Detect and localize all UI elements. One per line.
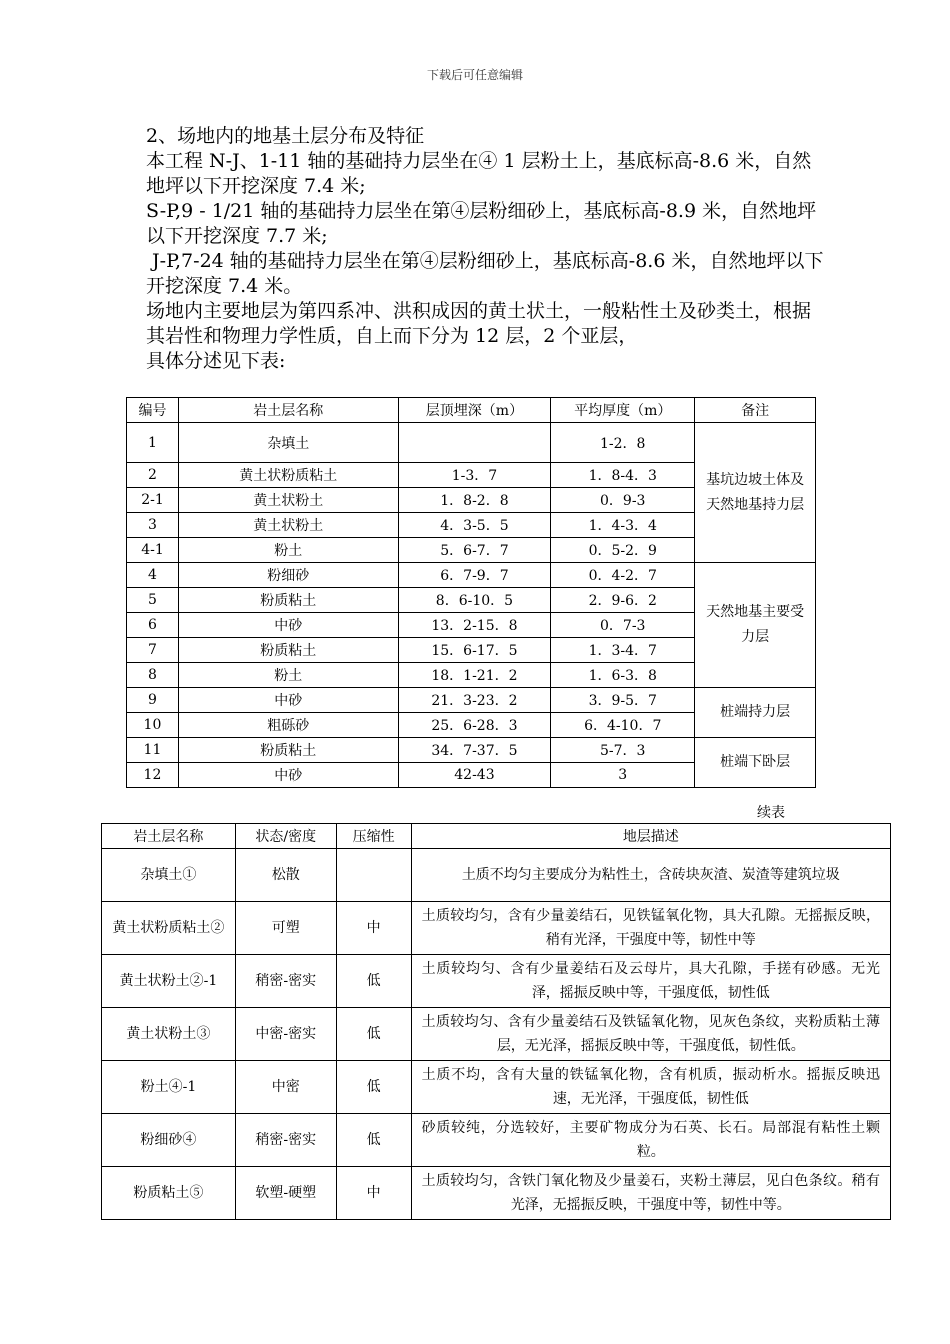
column-header: 岩土层名称 bbox=[178, 398, 398, 423]
column-header: 平均厚度（m） bbox=[551, 398, 695, 423]
cell-name: 黄土状粉质粘土 bbox=[178, 463, 398, 488]
cell-state: 可塑 bbox=[235, 902, 336, 955]
cell-thickness: 1．4-3．4 bbox=[551, 513, 695, 538]
cell-id: 2-1 bbox=[127, 488, 179, 513]
cell-thickness: 3 bbox=[551, 763, 695, 788]
cell-name: 中砂 bbox=[178, 763, 398, 788]
cell-depth: 25．6-28．3 bbox=[398, 713, 551, 738]
table-row bbox=[127, 563, 816, 588]
cell-description: 土质较均匀、含有少量姜结石及云母片，具大孔隙，手搓有砂感。无光泽，摇振反映中等，干强度低，韧性低 bbox=[411, 955, 890, 1008]
cell-compressibility: 中 bbox=[336, 902, 411, 955]
cell-depth: 8．6-10．5 bbox=[398, 588, 551, 613]
paragraph: 场地内主要地层为第四系冲、洪积成因的黄土状土，一般粘性土及砂类土，根据其岩性和物理力学性质，自上而下分为 12 层，2 个亚层， bbox=[146, 300, 812, 347]
paragraph: 本工程 N-J、1-11 轴的基础持力层坐在④ 1 层粉土上，基底标高-8.6 米，自然地坪以下开挖深度 7.4 米; bbox=[146, 150, 812, 197]
cell-thickness: 3．9-5．7 bbox=[551, 688, 695, 713]
body-text bbox=[146, 124, 826, 374]
section-heading: 2、场地内的地基土层分布及特征 bbox=[146, 125, 425, 147]
cell-thickness: 1-2．8 bbox=[551, 423, 695, 463]
cell-note: 桩端下卧层 bbox=[695, 738, 816, 788]
cell-compressibility bbox=[336, 849, 411, 902]
table-row bbox=[102, 1167, 891, 1220]
cell-id: 5 bbox=[127, 588, 179, 613]
cell-description: 土质较均匀，含有少量姜结石，见铁锰氧化物，具大孔隙。无摇振反映，稍有光泽，干强度中等，韧性中等 bbox=[411, 902, 890, 955]
cell-description: 砂质较纯，分选较好，主要矿物成分为石英、长石。局部混有粘性土颗粒。 bbox=[411, 1114, 890, 1167]
cell-state: 中密-密实 bbox=[235, 1008, 336, 1061]
table-row bbox=[102, 1114, 891, 1167]
cell-thickness: 2．9-6．2 bbox=[551, 588, 695, 613]
cell-description: 土质不均匀主要成分为粘性土，含砖块灰渣、炭渣等建筑垃圾 bbox=[411, 849, 890, 902]
soil-description-table bbox=[101, 823, 891, 1220]
cell-thickness: 1．3-4．7 bbox=[551, 638, 695, 663]
cell-depth: 6．7-9．7 bbox=[398, 563, 551, 588]
cell-compressibility: 低 bbox=[336, 955, 411, 1008]
column-header: 状态/密度 bbox=[235, 824, 336, 849]
cell-layer-name: 黄土状粉土③ bbox=[102, 1008, 236, 1061]
cell-name: 中砂 bbox=[178, 613, 398, 638]
cell-name: 杂填土 bbox=[178, 423, 398, 463]
cell-depth bbox=[398, 423, 551, 463]
cell-note: 桩端持力层 bbox=[695, 688, 816, 738]
continued-label: 续表 bbox=[757, 805, 785, 821]
cell-name: 黄土状粉土 bbox=[178, 488, 398, 513]
paragraph: S-P,9 - 1/21 轴的基础持力层坐在第④层粉细砂上，基底标高-8.9 米，自然地坪以下开挖深度 7.7 米; bbox=[146, 200, 817, 247]
cell-layer-name: 黄土状粉土②-1 bbox=[102, 955, 236, 1008]
cell-description: 土质较均匀，含铁门氧化物及少量姜石，夹粉土薄层，见白色条纹。稍有光泽，无摇振反映，干强度中等，韧性中等。 bbox=[411, 1167, 890, 1220]
cell-layer-name: 杂填土① bbox=[102, 849, 236, 902]
cell-thickness: 0．7-3 bbox=[551, 613, 695, 638]
cell-compressibility: 低 bbox=[336, 1114, 411, 1167]
cell-state: 稍密-密实 bbox=[235, 955, 336, 1008]
cell-state: 中密 bbox=[235, 1061, 336, 1114]
cell-thickness: 0．9-3 bbox=[551, 488, 695, 513]
cell-layer-name: 粉细砂④ bbox=[102, 1114, 236, 1167]
cell-compressibility: 低 bbox=[336, 1061, 411, 1114]
column-header: 压缩性 bbox=[336, 824, 411, 849]
column-header: 编号 bbox=[127, 398, 179, 423]
table-row bbox=[102, 849, 891, 902]
cell-note: 基坑边坡土体及天然地基持力层 bbox=[695, 423, 816, 563]
cell-name: 粉细砂 bbox=[178, 563, 398, 588]
cell-thickness: 6．4-10．7 bbox=[551, 713, 695, 738]
cell-id: 9 bbox=[127, 688, 179, 713]
cell-state: 稍密-密实 bbox=[235, 1114, 336, 1167]
cell-depth: 1．8-2．8 bbox=[398, 488, 551, 513]
cell-state: 松散 bbox=[235, 849, 336, 902]
cell-depth: 34．7-37．5 bbox=[398, 738, 551, 763]
cell-id: 11 bbox=[127, 738, 179, 763]
table-row bbox=[127, 688, 816, 713]
cell-id: 12 bbox=[127, 763, 179, 788]
table-row bbox=[102, 955, 891, 1008]
cell-name: 中砂 bbox=[178, 688, 398, 713]
cell-thickness: 0．5-2．9 bbox=[551, 538, 695, 563]
cell-id: 8 bbox=[127, 663, 179, 688]
soil-layer-table bbox=[126, 397, 816, 788]
cell-description: 土质不均，含有大量的铁锰氧化物，含有机质，振动析水。摇振反映迅速，无光泽，干强度低，韧性低 bbox=[411, 1061, 890, 1114]
cell-layer-name: 粉质粘土⑤ bbox=[102, 1167, 236, 1220]
cell-name: 粉质粘土 bbox=[178, 738, 398, 763]
cell-depth: 21．3-23．2 bbox=[398, 688, 551, 713]
cell-name: 黄土状粉土 bbox=[178, 513, 398, 538]
table-row bbox=[127, 738, 816, 763]
cell-state: 软塑-硬塑 bbox=[235, 1167, 336, 1220]
cell-compressibility: 低 bbox=[336, 1008, 411, 1061]
cell-thickness: 0．4-2．7 bbox=[551, 563, 695, 588]
table-row bbox=[102, 1061, 891, 1114]
cell-name: 粉质粘土 bbox=[178, 638, 398, 663]
cell-id: 7 bbox=[127, 638, 179, 663]
cell-layer-name: 粉土④-1 bbox=[102, 1061, 236, 1114]
cell-layer-name: 黄土状粉质粘土② bbox=[102, 902, 236, 955]
cell-thickness: 1．8-4．3 bbox=[551, 463, 695, 488]
table-row bbox=[102, 1008, 891, 1061]
table-header-row bbox=[127, 398, 816, 423]
cell-depth: 1-3．7 bbox=[398, 463, 551, 488]
paragraph: J-P,7-24 轴的基础持力层坐在第④层粉细砂上，基底标高-8.6 米，自然地坪以下开挖深度 7.4 米。 bbox=[146, 250, 824, 297]
table-header-row bbox=[102, 824, 891, 849]
cell-depth: 15．6-17．5 bbox=[398, 638, 551, 663]
cell-id: 4-1 bbox=[127, 538, 179, 563]
column-header: 岩土层名称 bbox=[102, 824, 236, 849]
cell-thickness: 1．6-3．8 bbox=[551, 663, 695, 688]
cell-note: 天然地基主要受力层 bbox=[695, 563, 816, 688]
paragraph: 具体分述见下表: bbox=[146, 350, 286, 372]
cell-name: 粉质粘土 bbox=[178, 588, 398, 613]
table-row bbox=[102, 902, 891, 955]
cell-id: 3 bbox=[127, 513, 179, 538]
cell-id: 1 bbox=[127, 423, 179, 463]
cell-id: 4 bbox=[127, 563, 179, 588]
cell-name: 粗砾砂 bbox=[178, 713, 398, 738]
cell-compressibility: 中 bbox=[336, 1167, 411, 1220]
cell-depth: 5．6-7．7 bbox=[398, 538, 551, 563]
cell-depth: 13．2-15．8 bbox=[398, 613, 551, 638]
cell-id: 2 bbox=[127, 463, 179, 488]
column-header: 层顶埋深（m） bbox=[398, 398, 551, 423]
cell-description: 土质较均匀、含有少量姜结石及铁锰氧化物，见灰色条纹，夹粉质粘土薄层，无光泽，摇振反映中等，干强度低，韧性低。 bbox=[411, 1008, 890, 1061]
table-row bbox=[127, 423, 816, 463]
page-header: 下载后可任意编辑 bbox=[426, 68, 523, 82]
cell-depth: 18．1-21．2 bbox=[398, 663, 551, 688]
cell-id: 10 bbox=[127, 713, 179, 738]
cell-thickness: 5-7．3 bbox=[551, 738, 695, 763]
cell-name: 粉土 bbox=[178, 663, 398, 688]
cell-depth: 4．3-5．5 bbox=[398, 513, 551, 538]
column-header: 备注 bbox=[695, 398, 816, 423]
cell-depth: 42-43 bbox=[398, 763, 551, 788]
cell-name: 粉土 bbox=[178, 538, 398, 563]
cell-id: 6 bbox=[127, 613, 179, 638]
column-header: 地层描述 bbox=[411, 824, 890, 849]
